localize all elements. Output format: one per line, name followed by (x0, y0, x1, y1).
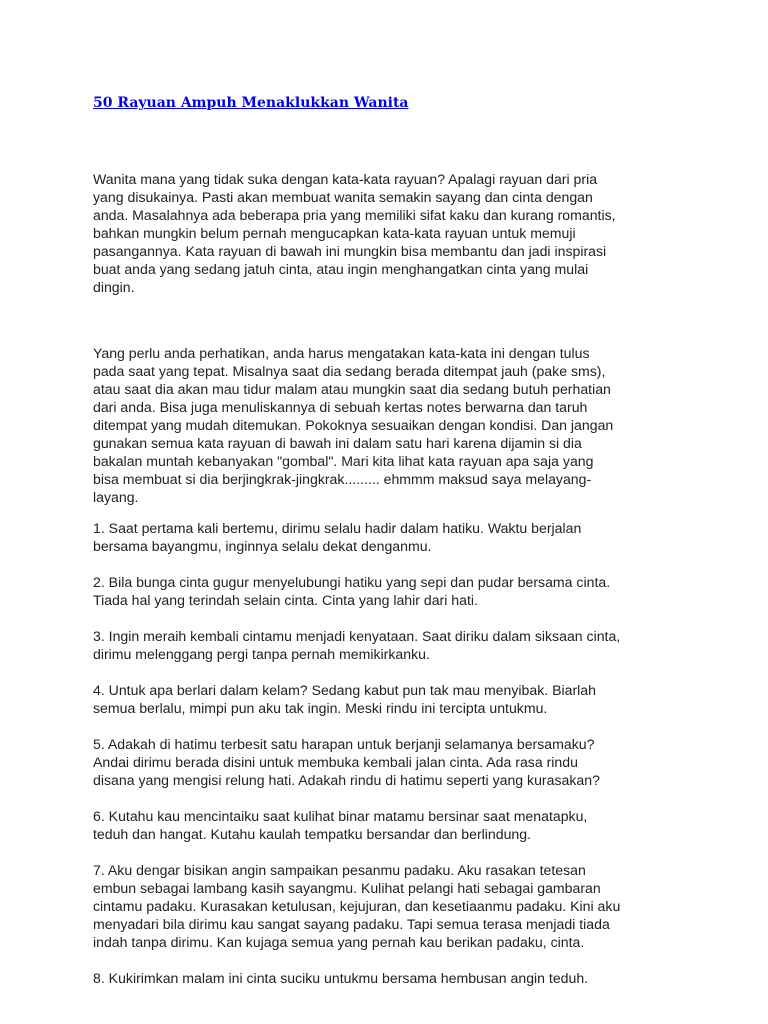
list-item: 1. Saat pertama kali bertemu, dirimu selalu hadir dalam hatiku. Waktu berjalan bersama bayangmu, inginnya selalu dekat denganmu. (93, 520, 582, 554)
list-item: 5. Adakah di hatimu terbesit satu harapan untuk berjanji selamanya bersamaku? Andai dirimu berada disini untuk membuka kembali jalan cinta. Ada rasa rindu disana yang mengisi relung hati. Adakah rindu di hatimu seperti yang kurasakan? (93, 736, 600, 788)
list-item: 8. Kukirimkan malam ini cinta suciku untukmu bersama hembusan angin teduh. (93, 970, 589, 986)
list-item: 3. Ingin meraih kembali cintamu menjadi kenyataan. Saat diriku dalam siksaan cinta, dirimu melenggang pergi tanpa pernah memikirkanku. (93, 628, 621, 662)
rayuan-list (93, 519, 693, 1005)
document-title-link[interactable]: 50 Rayuan Ampuh Menaklukkan Wanita (93, 95, 409, 111)
notes-paragraph: Yang perlu anda perhatikan, anda harus mengatakan kata-kata ini dengan tulus pada saat yang tepat. Misalnya saat dia sedang berada ditempat jauh (pake sms), atau saat dia akan mau tidur malam atau mungkin saat dia sedang butuh perhatian dari anda. Bisa juga menuliskannya di sebuah kertas notes berwarna dan taruh ditempat yang mudah ditemukan. Pokoknya sesuaikan dengan kondisi. Dan jangan gunakan semua kata rayuan di bawah ini dalam satu hari karena dijamin si dia bakalan muntah kebanyakan "gombal". Mari kita lihat kata rayuan apa saja yang bisa membuat si dia berjingkrak-jingkrak......... ehmmm maksud saya melayang- layang. (93, 345, 614, 505)
list-item: 6. Kutahu kau mencintaiku saat kulihat binar matamu bersinar saat menatapku, teduh dan hangat. Kutahu kaulah tempatku bersandar dan berlindung. (93, 808, 588, 842)
list-item: 7. Aku dengar bisikan angin sampaikan pesanmu padaku. Aku rasakan tetesan embun sebagai lambang kasih sayangmu. Kulihat pelangi hati sebagai gambaran cintamu padaku. Kurasakan ketulusan, kejujuran, dan kesetiaanmu padaku. Kini aku menyadari bila dirimu kau sangat sayang padaku. Tapi semua terasa menjadi tiada indah tanpa dirimu. Kan kujaga semua yang pernah kau berikan padaku, cinta. (93, 862, 621, 950)
list-item: 2. Bila bunga cinta gugur menyelubungi hatiku yang sepi dan pudar bersama cinta. Tiada hal yang terindah selain cinta. Cinta yang lahir dari hati. (93, 574, 611, 608)
intro-paragraph: Wanita mana yang tidak suka dengan kata-kata rayuan? Apalagi rayuan dari pria yang disukainya. Pasti akan membuat wanita semakin sayang dan cinta dengan anda. Masalahnya ada beberapa pria yang memiliki sifat kaku dan kurang romantis, bahkan mungkin belum pernah mengucapkan kata-kata rayuan untuk memuji pasangannya. Kata rayuan di bawah ini mungkin bisa membantu dan jadi inspirasi buat anda yang sedang jatuh cinta, atau ingin menghangatkan cinta yang mulai dingin. (93, 171, 616, 295)
list-item: 4. Untuk apa berlari dalam kelam? Sedang kabut pun tak mau menyibak. Biarlah semua berlalu, mimpi pun aku tak ingin. Meski rindu ini tercipta untukmu. (93, 682, 596, 716)
